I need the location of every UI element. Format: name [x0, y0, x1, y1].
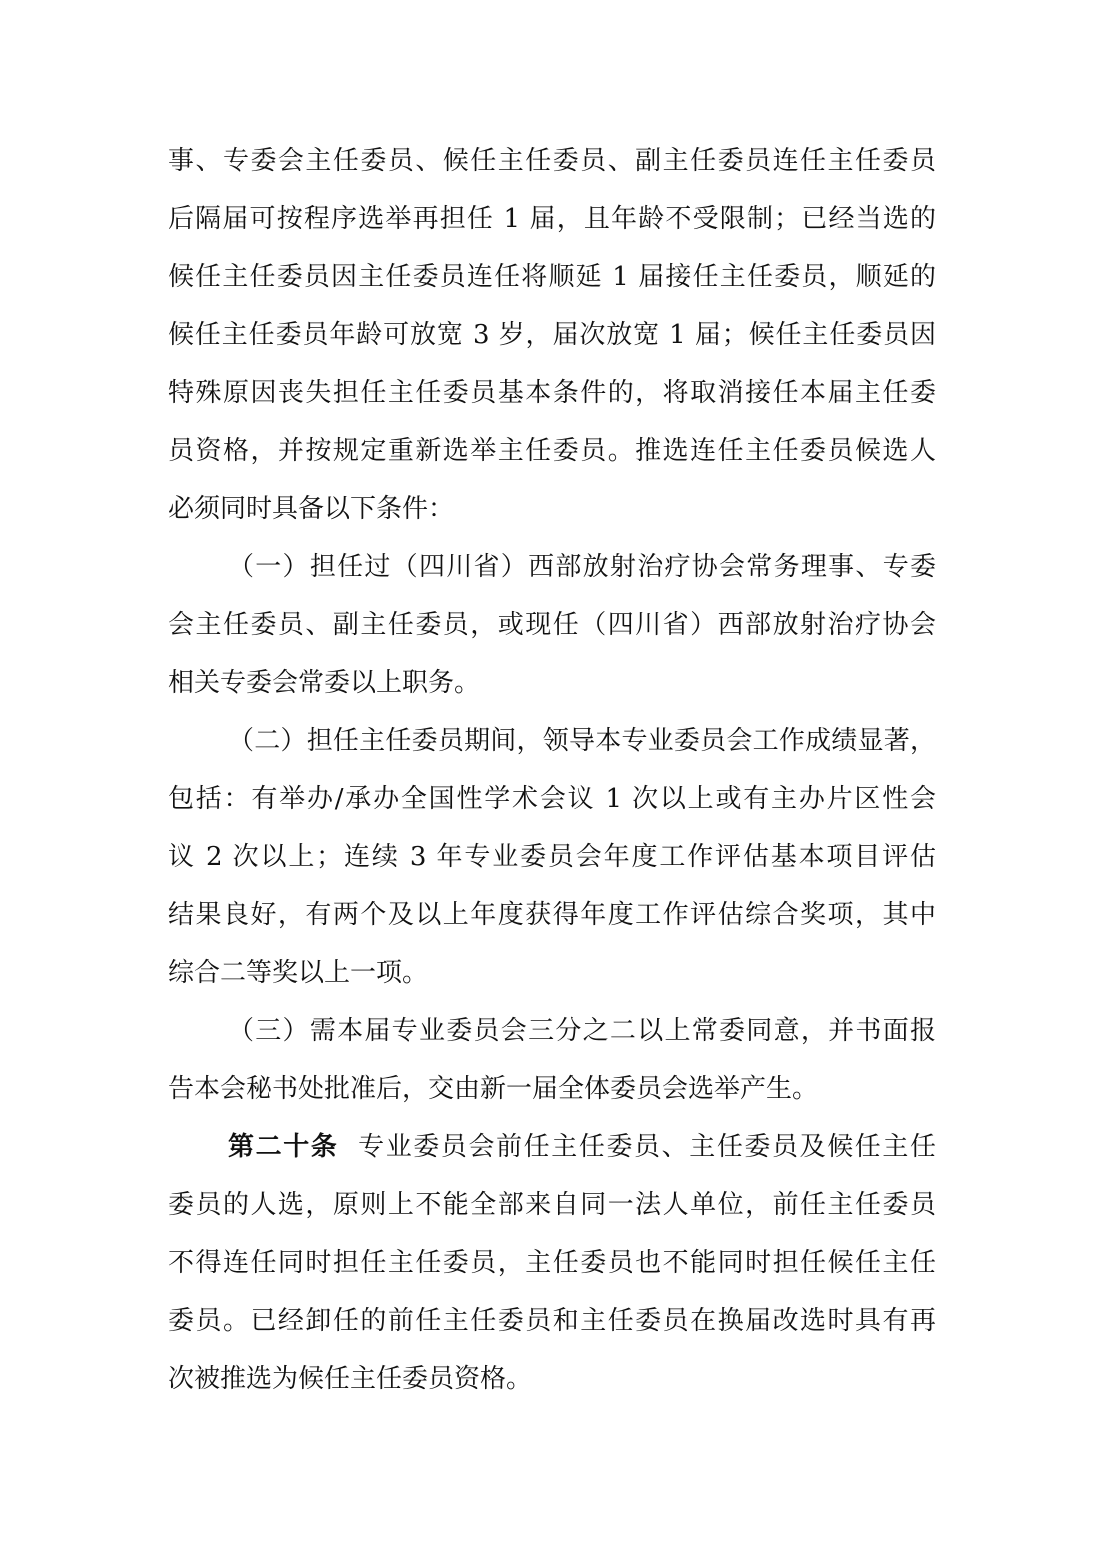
- text-line: 必须同时具备以下条件：: [168, 494, 455, 524]
- text-line: 相关专委会常委以上职务。: [168, 668, 481, 698]
- text-line: 告本会秘书处批准后，交由新一届全体委员会选举产生。: [168, 1074, 819, 1104]
- text-line: 综合二等奖以上一项。: [168, 958, 429, 988]
- text-line: 特殊原因丧失担任主任委员基本条件的，将取消接任本届主任委: [168, 378, 936, 408]
- article-20-first-line: [168, 1118, 936, 1176]
- condition-1-first-line: （一）担任过（四川省）西部放射治疗协会常务理事、专委: [228, 552, 936, 582]
- text-line: 结果良好，有两个及以上年度获得年度工作评估综合奖项，其中: [168, 900, 936, 930]
- text-line: 员资格，并按规定重新选举主任委员。推选连任主任委员候选人: [168, 436, 936, 466]
- article-20-first-line-text: 专业委员会前任主任委员、主任委员及候任主任: [358, 1132, 936, 1162]
- text-line: 不得连任同时担任主任委员，主任委员也不能同时担任候任主任: [168, 1248, 936, 1278]
- text-line: 候任主任委员年龄可放宽 3 岁，届次放宽 1 届；候任主任委员因: [168, 320, 936, 350]
- text-line: 委员。已经卸任的前任主任委员和主任委员在换届改选时具有再: [168, 1306, 936, 1336]
- text-line: 包括：有举办/承办全国性学术会议 1 次以上或有主办片区性会: [168, 784, 936, 814]
- text-line: 次被推选为候任主任委员资格。: [168, 1364, 533, 1394]
- condition-2-first-line: （二）担任主任委员期间，领导本专业委员会工作成绩显著，: [228, 726, 936, 756]
- document-body: [168, 132, 936, 1408]
- text-line: 事、专委会主任委员、候任主任委员、副主任委员连任主任委员: [168, 146, 936, 176]
- text-line: 会主任委员、副主任委员，或现任（四川省）西部放射治疗协会: [168, 610, 936, 640]
- text-line: 候任主任委员因主任委员连任将顺延 1 届接任主任委员，顺延的: [168, 262, 936, 292]
- text-line: 委员的人选，原则上不能全部来自同一法人单位，前任主任委员: [168, 1190, 936, 1220]
- text-line: 后隔届可按程序选举再担任 1 届，且年龄不受限制；已经当选的: [168, 204, 936, 234]
- article-20-label: 第二十条: [228, 1132, 339, 1162]
- text-line: 议 2 次以上；连续 3 年专业委员会年度工作评估基本项目评估: [168, 842, 936, 872]
- condition-3-first-line: （三）需本届专业委员会三分之二以上常委同意，并书面报: [228, 1016, 936, 1046]
